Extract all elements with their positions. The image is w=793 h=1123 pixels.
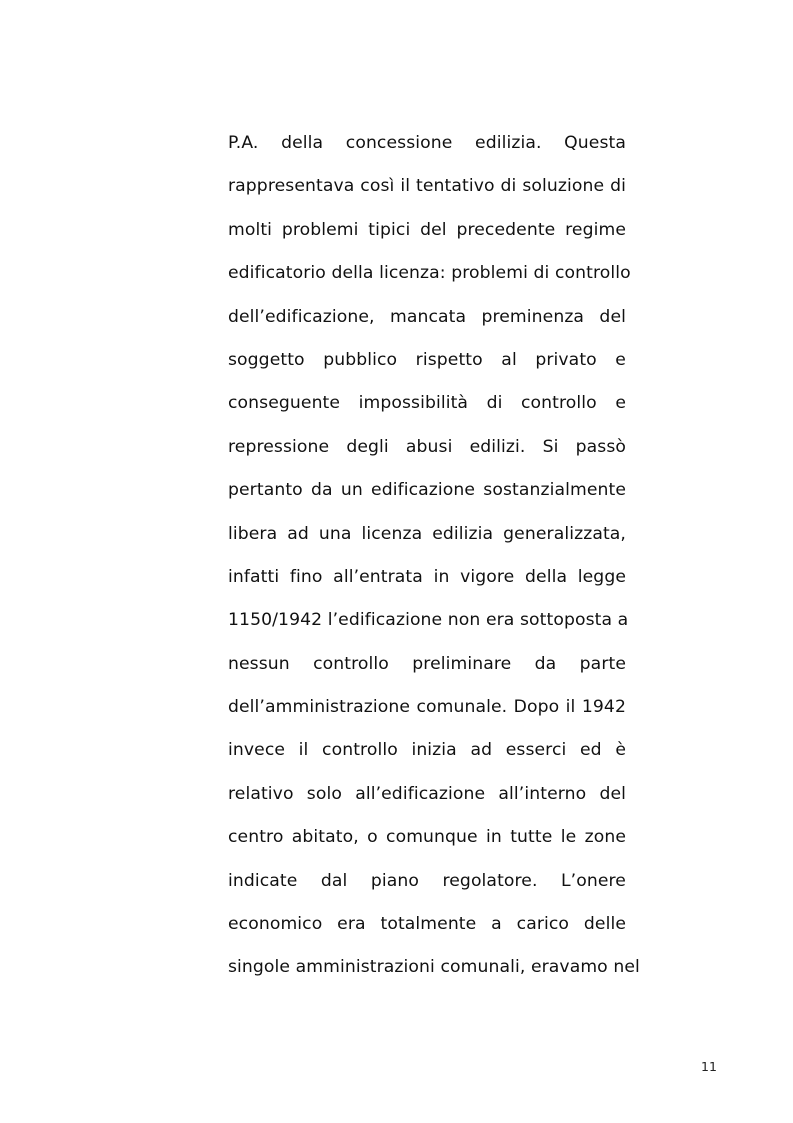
text-line: economico era totalmente a carico delle <box>228 914 626 935</box>
text-line: dell’edificazione, mancata preminenza del <box>228 306 626 327</box>
text-line: repressione degli abusi edilizi. Si passò <box>228 436 626 457</box>
page-number: 11 <box>701 1059 717 1074</box>
text-line: nessun controllo preliminare da parte <box>228 653 626 674</box>
text-line: rappresentava così il tentativo di soluzione di <box>228 176 626 197</box>
text-line: pertanto da un edificazione sostanzialmente <box>228 480 626 501</box>
text-line: infatti fino all’entrata in vigore della legge <box>228 566 626 587</box>
text-line: P.A. della concessione edilizia. Questa <box>228 133 626 153</box>
text-line: indicate dal piano regolatore. L’onere <box>228 870 626 891</box>
text-line: dell’amministrazione comunale. Dopo il 1942 <box>228 697 626 718</box>
text-line: soggetto pubblico rispetto al privato e <box>228 349 626 370</box>
text-line: conseguente impossibilità di controllo e <box>228 393 626 414</box>
text-line: libera ad una licenza edilizia generalizzata, <box>228 523 626 544</box>
body-paragraph <box>228 124 640 992</box>
text-line: edificatorio della licenza: problemi di controllo <box>228 263 631 284</box>
text-line: centro abitato, o comunque in tutte le zone <box>228 827 626 848</box>
text-line: 1150/1942 l’edificazione non era sottoposta a <box>228 610 629 631</box>
text-line: molti problemi tipici del precedente regime <box>228 219 626 240</box>
text-line: singole amministrazioni comunali, eravamo nel <box>228 957 640 978</box>
text-line: invece il controllo inizia ad esserci ed è <box>228 740 626 761</box>
text-line: relativo solo all’edificazione all’interno del <box>228 783 626 804</box>
